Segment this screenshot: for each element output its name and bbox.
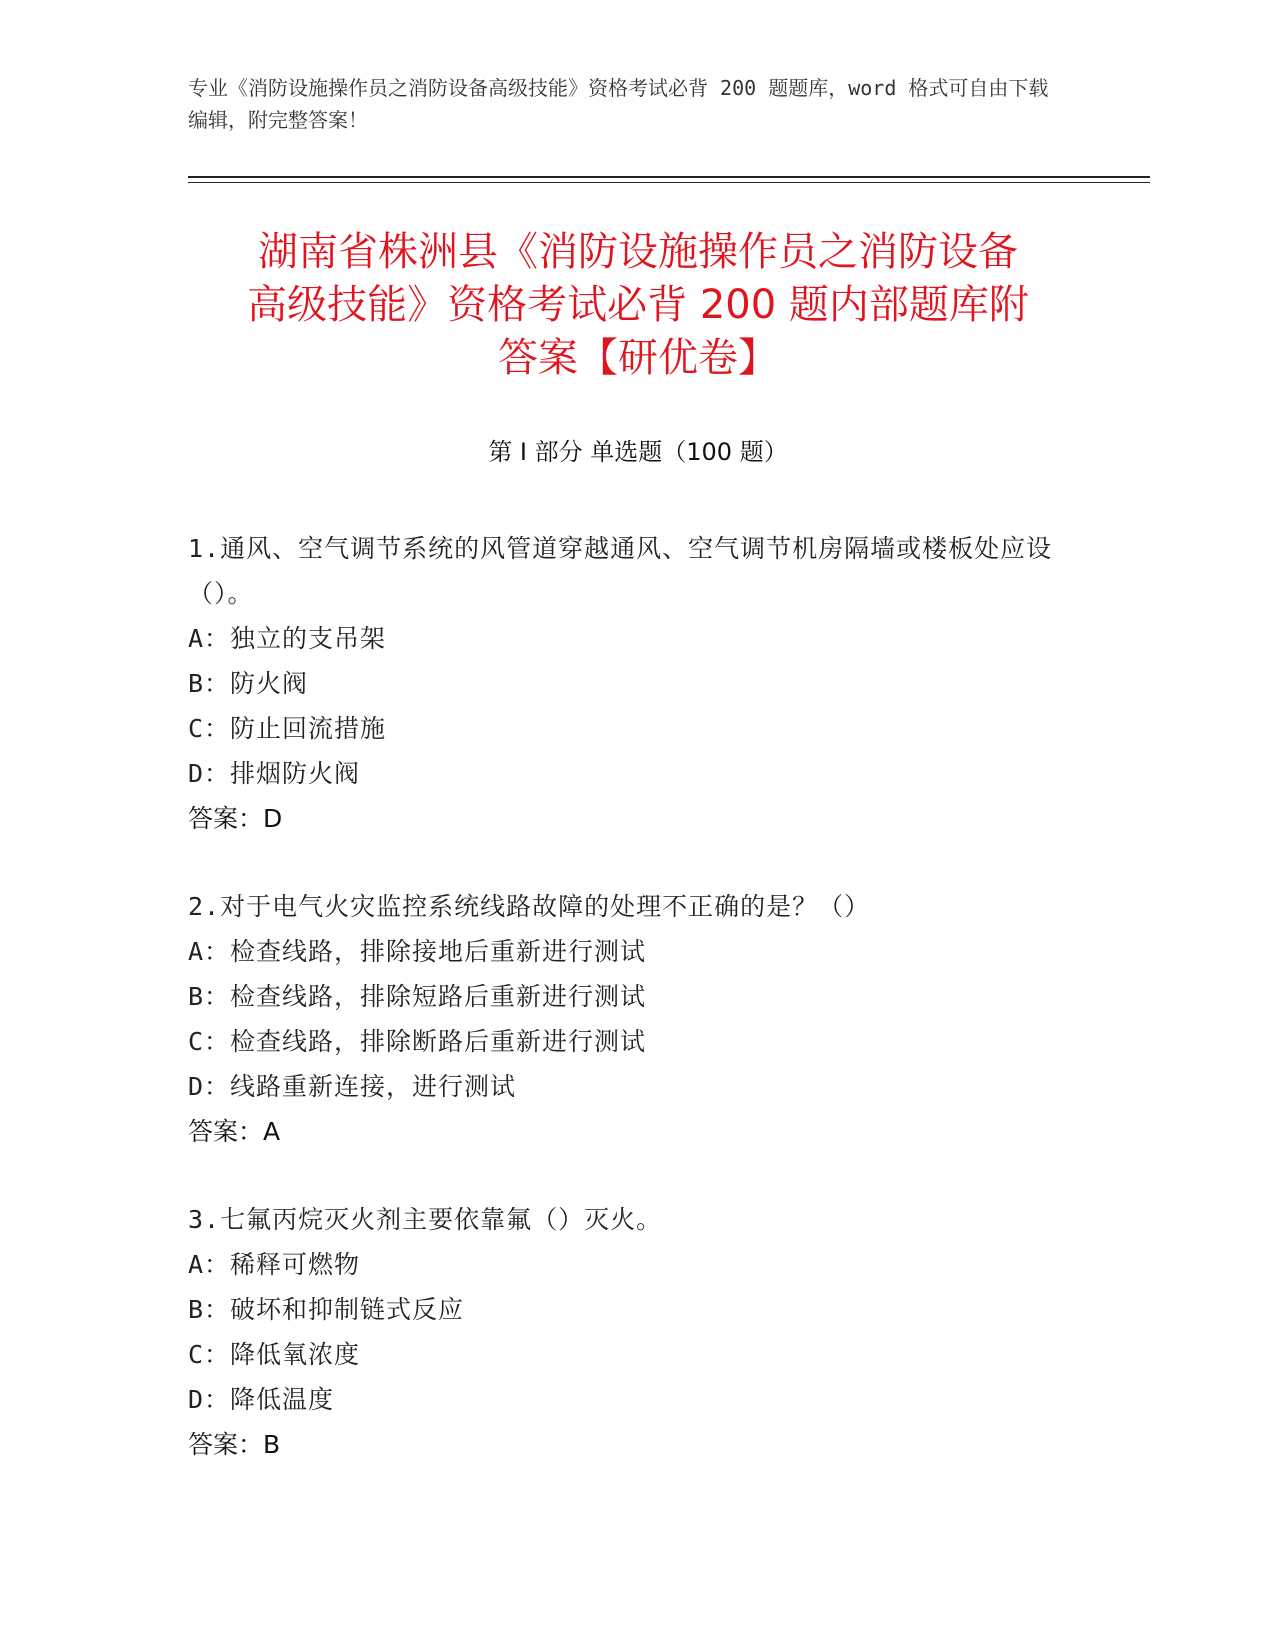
option-a: A：独立的支吊架 — [188, 624, 387, 653]
option-a: A：检查线路，排除接地后重新进行测试 — [188, 937, 647, 966]
option-c: C：防止回流措施 — [188, 714, 387, 743]
answer: 答案：B — [188, 1430, 281, 1459]
document-title-line-2: 高级技能》资格考试必背 200 题内部题库附 — [247, 282, 1029, 328]
question-stem: 3.七氟丙烷灭火剂主要依靠氟（）灭火。 — [188, 1205, 663, 1234]
document-title-line-3: 答案【研优卷】 — [498, 335, 778, 381]
document-title-line-1: 湖南省株洲县《消防设施操作员之消防设备 — [258, 229, 1018, 275]
answer: 答案：A — [188, 1117, 281, 1146]
option-d: D：排烟防火阀 — [188, 759, 361, 788]
question-stem: 1.通风、空气调节系统的风管道穿越通风、空气调节机房隔墙或楼板处应设（）。 — [188, 534, 1053, 608]
option-a: A：稀释可燃物 — [188, 1250, 361, 1279]
question-2 — [188, 884, 1068, 1154]
option-d: D：降低温度 — [188, 1385, 335, 1414]
header-divider-thin — [188, 182, 1150, 183]
section-title: 第 I 部分 单选题（100 题） — [488, 438, 788, 466]
question-stem: 2.对于电气火灾监控系统线路故障的处理不正确的是？（） — [188, 892, 871, 921]
answer: 答案：D — [188, 804, 283, 833]
option-b: B：检查线路，排除短路后重新进行测试 — [188, 982, 647, 1011]
option-c: C：检查线路，排除断路后重新进行测试 — [188, 1027, 647, 1056]
question-3 — [188, 1197, 1068, 1467]
header-note: 专业《消防设施操作员之消防设备高级技能》资格考试必背 200 题题库，word 格式可自由下载编辑，附完整答案！ — [188, 76, 1049, 132]
option-b: B：防火阀 — [188, 669, 309, 698]
header-divider-thick — [188, 176, 1150, 178]
option-c: C：降低氧浓度 — [188, 1340, 361, 1369]
document-title — [188, 226, 1088, 385]
question-1 — [188, 526, 1068, 841]
option-d: D：线路重新连接，进行测试 — [188, 1072, 517, 1101]
option-b: B：破坏和抑制链式反应 — [188, 1295, 465, 1324]
question-list — [188, 526, 1068, 1510]
